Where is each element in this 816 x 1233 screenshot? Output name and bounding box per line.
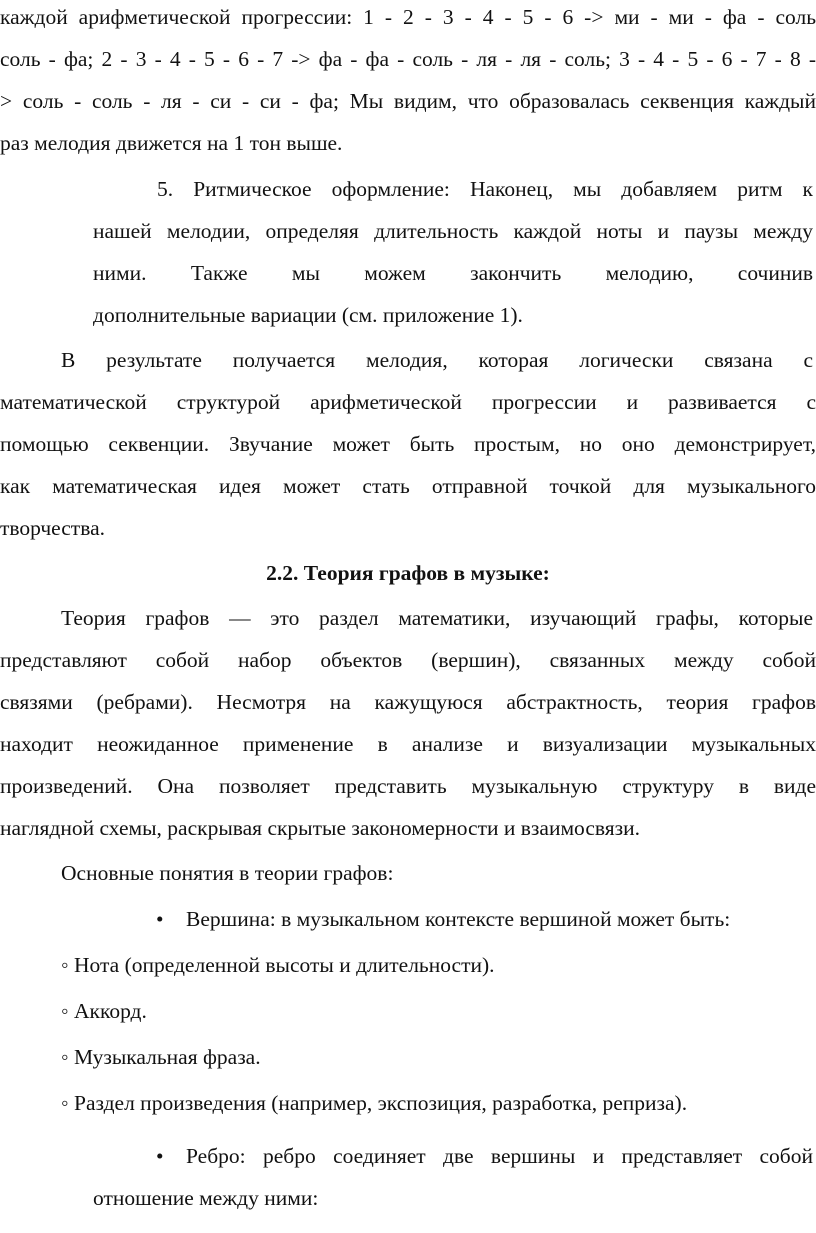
text-line: находит неожиданное применение в анализе и визуализации музыкальных [0, 732, 816, 756]
text-line: связями (ребрами). Несмотря на кажущуюся абстрактность, теория графов [0, 690, 816, 714]
text-line: помощью секвенции. Звучание может быть простым, но оно демонстрирует, [0, 432, 816, 456]
bullet-row [0, 904, 816, 934]
sub-item: ◦ Музыкальная фраза. [61, 1045, 261, 1069]
sub-item: ◦ Аккорд. [61, 999, 147, 1023]
bullet-icon: • [156, 1144, 164, 1168]
text-line: дополнительные вариации (см. приложение 1). [93, 303, 523, 327]
text-line: представляют собой набор объектов (вершин), связанных между собой [0, 648, 816, 672]
text-line: произведений. Она позволяет представить музыкальную структуру в виде [0, 774, 816, 798]
concepts-intro: Основные понятия в теории графов: [61, 861, 394, 885]
text-line: наглядной схемы, раскрывая скрытые закономерности и взаимосвязи. [0, 816, 641, 840]
text-line: В результате получается мелодия, которая логически связана с [61, 348, 813, 372]
text-line: Ребро: ребро соединяет две вершины и представляет собой [186, 1144, 813, 1168]
bullet-icon: • [156, 907, 164, 931]
text-line: 5. Ритмическое оформление: Наконец, мы добавляем ритм к [157, 177, 813, 201]
text-line: Теория графов — это раздел математики, изучающий графы, которые [61, 606, 813, 630]
text-line: каждой арифметической прогрессии: 1 - 2 - 3 - 4 - 5 - 6 -> ми - ми - фа - соль [0, 5, 816, 29]
sub-item: ◦ Раздел произведения (например, экспозиция, разработка, реприза). [61, 1091, 688, 1115]
text-line: нашей мелодии, определяя длительность каждой ноты и паузы между [93, 219, 813, 243]
text-line: соль - фа; 2 - 3 - 4 - 5 - 6 - 7 -> фа - фа - соль - ля - ля - соль; 3 - 4 - 5 - 6 - 7 - 8 - [0, 47, 816, 71]
text-line: как математическая идея может стать отправной точкой для музыкального [0, 474, 816, 498]
sub-item: ◦ Нота (определенной высоты и длительности). [61, 953, 495, 977]
text-line: творчества. [0, 516, 105, 540]
text-line: математической структурой арифметической прогрессии и развивается с [0, 390, 816, 414]
text-line: ними. Также мы можем закончить мелодию, сочинив [93, 261, 813, 285]
text-line: раз мелодия движется на 1 тон выше. [0, 131, 343, 155]
section-heading: 2.2. Теория графов в музыке: [266, 561, 550, 585]
text-line: отношение между ними: [93, 1186, 319, 1210]
bullet-text: Вершина: в музыкальном контексте вершиной может быть: [186, 907, 731, 931]
text-line: > соль - соль - ля - си - си - фа; Мы видим, что образовалась секвенция каждый [0, 89, 816, 113]
